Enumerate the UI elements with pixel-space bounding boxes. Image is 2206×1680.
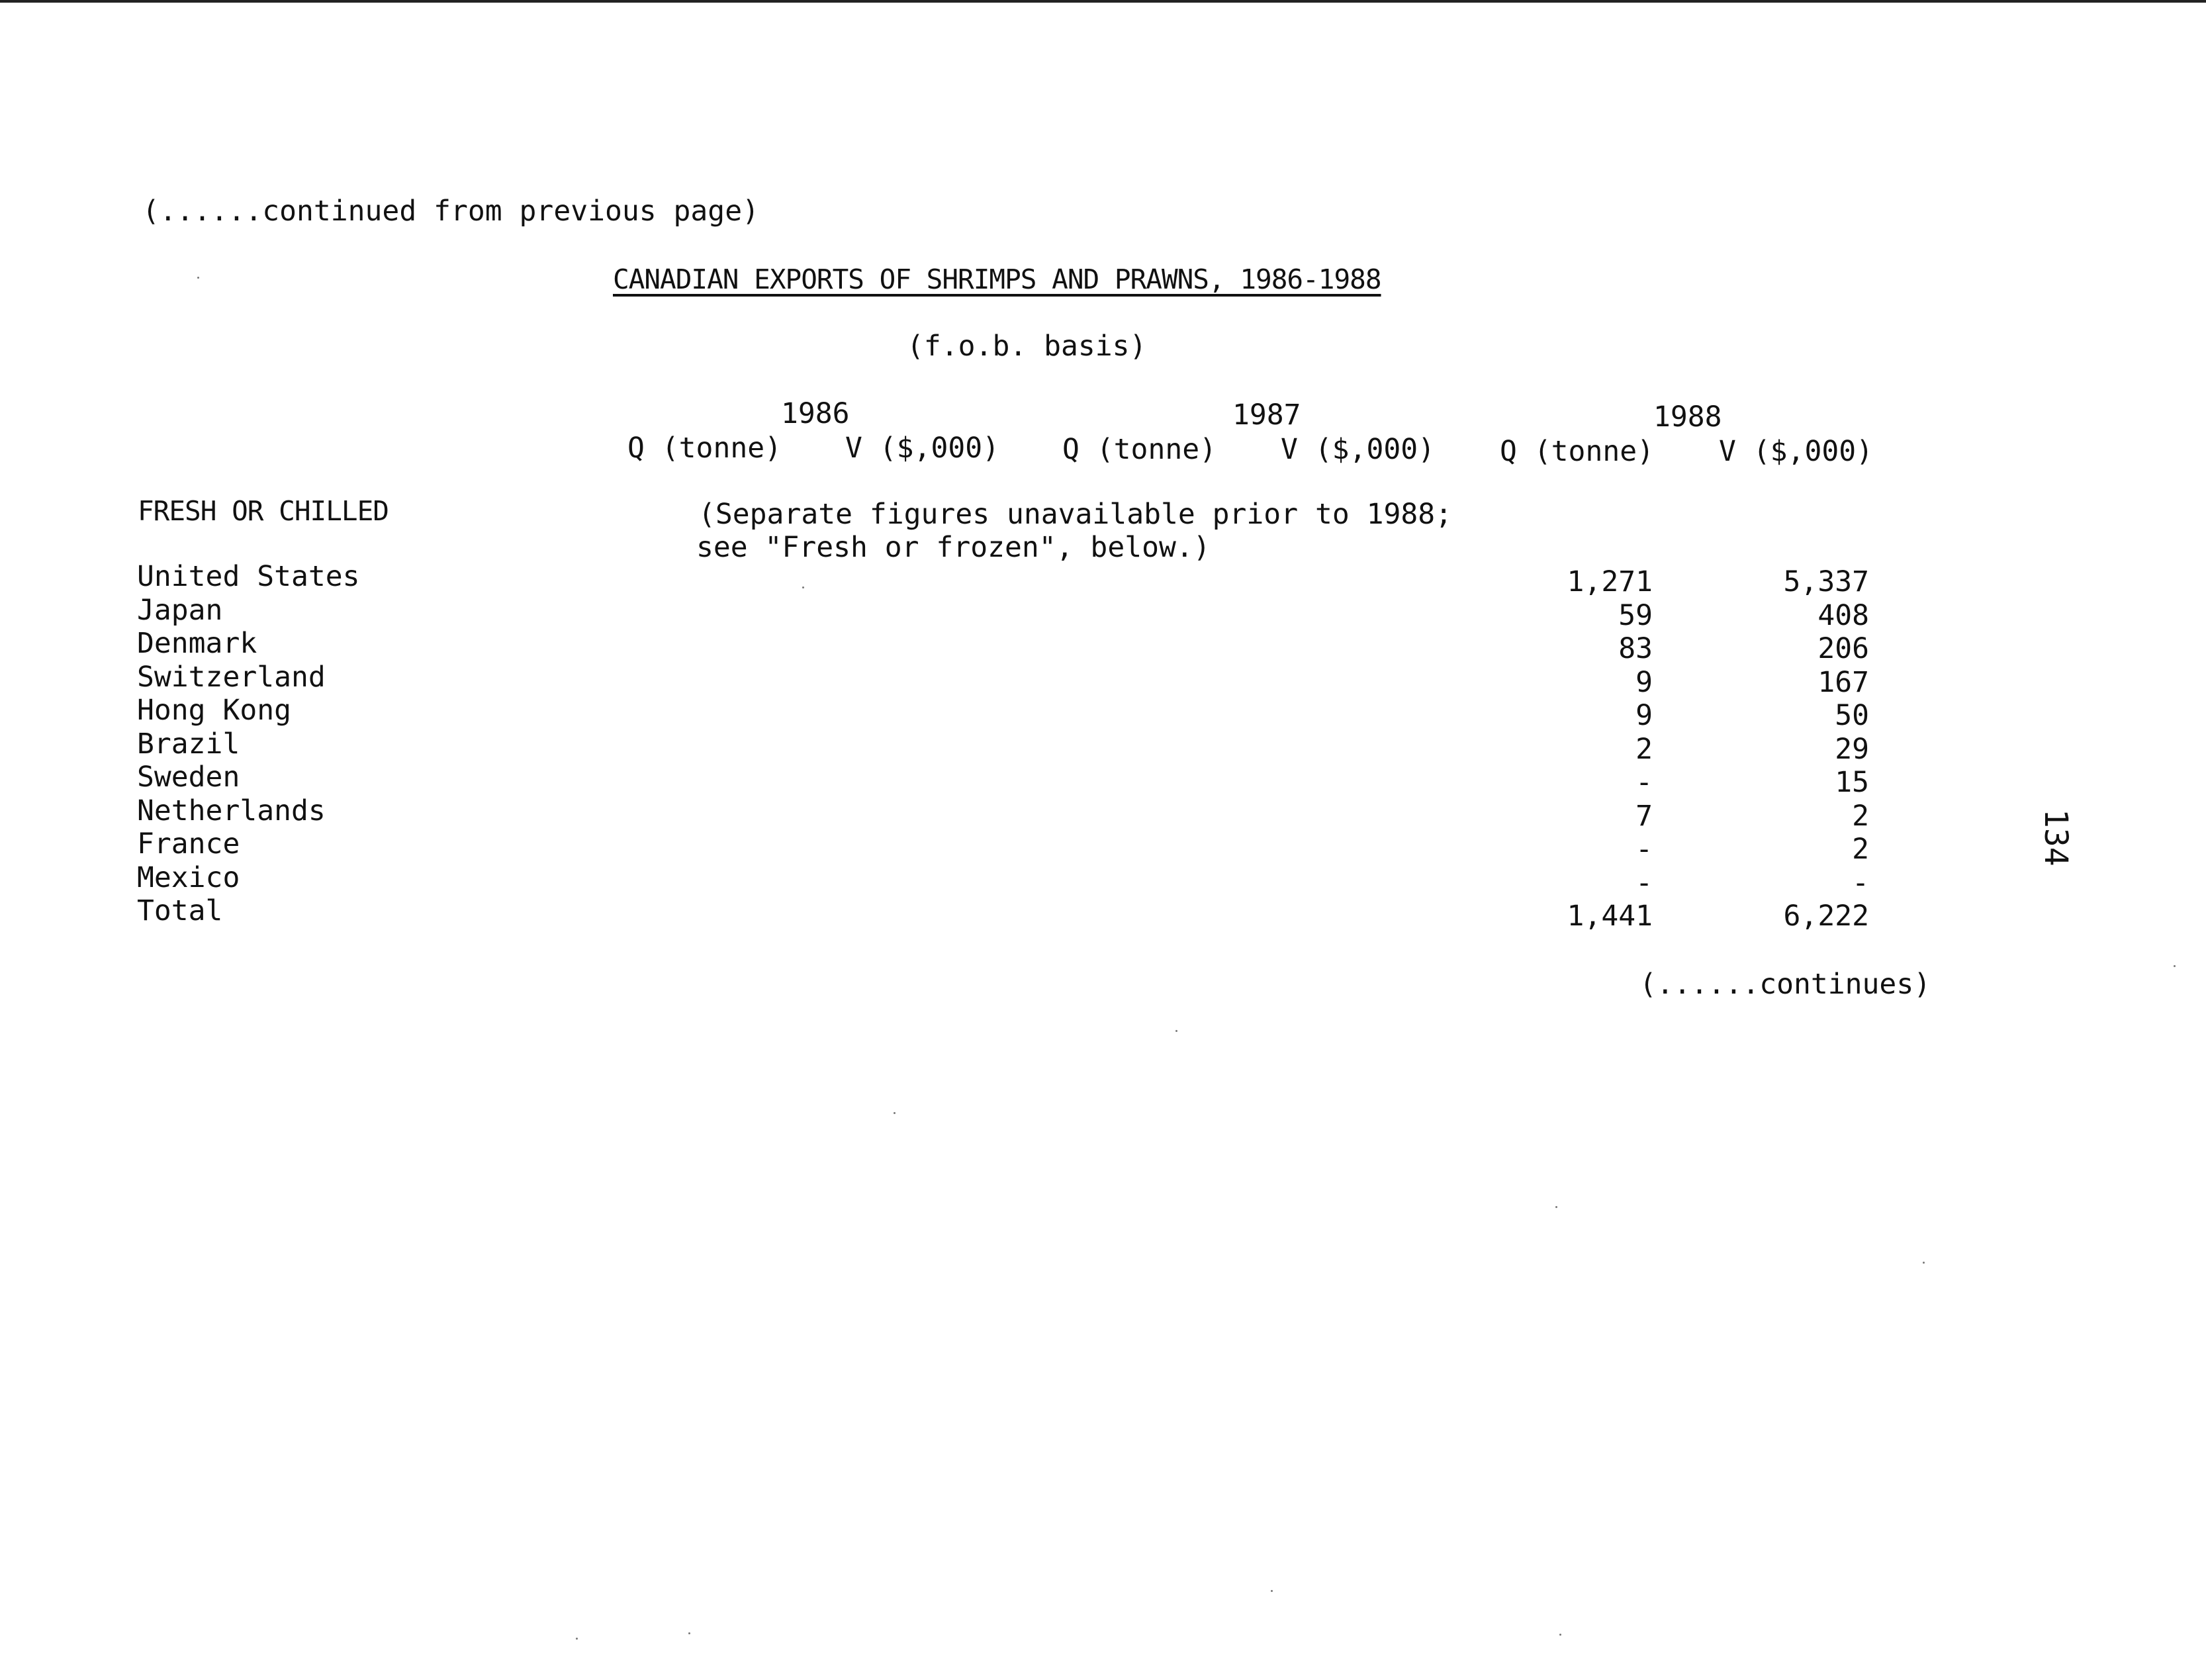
total-q-1988: 1,441 bbox=[1567, 900, 1653, 933]
page-subtitle: (f.o.b. basis) bbox=[907, 330, 1147, 363]
page-title: CANADIAN EXPORTS OF SHRIMPS AND PRAWNS, 1986-1988 bbox=[613, 263, 1381, 295]
scan-speck bbox=[688, 1632, 690, 1634]
country-name: Netherlands bbox=[137, 794, 326, 827]
country-name: United States bbox=[137, 560, 360, 593]
cell-q-1988: 59 bbox=[1618, 599, 1653, 632]
cell-v-1988: 2 bbox=[1852, 800, 1869, 833]
page-number: 134 bbox=[2037, 809, 2074, 866]
col-header-v-1986: V ($,000) bbox=[845, 432, 999, 465]
section-label: FRESH OR CHILLED bbox=[138, 495, 389, 527]
cell-v-1988: 206 bbox=[1817, 632, 1869, 665]
scan-speck bbox=[1555, 1206, 1557, 1208]
scan-speck bbox=[894, 1112, 896, 1114]
year-header-1987: 1987 bbox=[1232, 398, 1301, 432]
scan-speck bbox=[1923, 1262, 1925, 1264]
cell-v-1988: 2 bbox=[1852, 833, 1869, 866]
cell-v-1988: 29 bbox=[1835, 733, 1869, 766]
cell-v-1988: 50 bbox=[1835, 699, 1869, 732]
cell-q-1988: 9 bbox=[1635, 699, 1653, 732]
scan-speck bbox=[2174, 965, 2176, 967]
section-note-line2: see "Fresh or frozen", below.) bbox=[696, 531, 1211, 564]
col-header-v-1987: V ($,000) bbox=[1281, 433, 1435, 466]
section-note-line1: (Separate figures unavailable prior to 1988; bbox=[698, 498, 1453, 531]
cell-q-1988: 9 bbox=[1635, 666, 1653, 699]
cell-q-1988: - bbox=[1635, 866, 1653, 900]
scan-speck bbox=[576, 1638, 578, 1640]
continues-note: (......continues) bbox=[1639, 968, 1931, 1001]
scan-speck bbox=[1175, 1030, 1177, 1032]
col-header-q-1987: Q (tonne) bbox=[1062, 433, 1217, 466]
country-name: Japan bbox=[137, 594, 223, 627]
cell-v-1988: 408 bbox=[1817, 599, 1869, 632]
scan-speck bbox=[1271, 1590, 1273, 1592]
cell-q-1988: 2 bbox=[1635, 733, 1653, 766]
country-name: Mexico bbox=[137, 861, 240, 894]
total-v-1988: 6,222 bbox=[1783, 900, 1869, 933]
cell-v-1988: 167 bbox=[1817, 666, 1869, 699]
country-name: Switzerland bbox=[137, 661, 326, 694]
cell-v-1988: 15 bbox=[1835, 766, 1869, 799]
scan-speck bbox=[197, 277, 199, 279]
cell-q-1988: - bbox=[1635, 833, 1653, 866]
cell-v-1988: - bbox=[1852, 866, 1869, 900]
cell-q-1988: 7 bbox=[1635, 800, 1653, 833]
year-header-1986: 1986 bbox=[781, 397, 850, 430]
top-border-line bbox=[0, 0, 2206, 3]
country-name: Brazil bbox=[137, 727, 240, 761]
scan-speck bbox=[802, 586, 804, 588]
cell-v-1988: 5,337 bbox=[1783, 565, 1869, 598]
cell-q-1988: 83 bbox=[1618, 632, 1653, 665]
continued-note: (......continued from previous page) bbox=[142, 195, 759, 228]
cell-q-1988: 1,271 bbox=[1567, 565, 1653, 598]
country-name: Denmark bbox=[137, 627, 257, 660]
year-header-1988: 1988 bbox=[1653, 400, 1722, 434]
cell-q-1988: - bbox=[1635, 766, 1653, 799]
col-header-v-1988: V ($,000) bbox=[1719, 435, 1873, 468]
country-name: Sweden bbox=[137, 761, 240, 794]
col-header-q-1986: Q (tonne) bbox=[627, 432, 782, 465]
total-label: Total bbox=[137, 894, 223, 927]
scan-speck bbox=[1559, 1634, 1561, 1636]
col-header-q-1988: Q (tonne) bbox=[1500, 435, 1654, 468]
country-name: Hong Kong bbox=[137, 694, 291, 727]
country-name: France bbox=[137, 827, 240, 861]
